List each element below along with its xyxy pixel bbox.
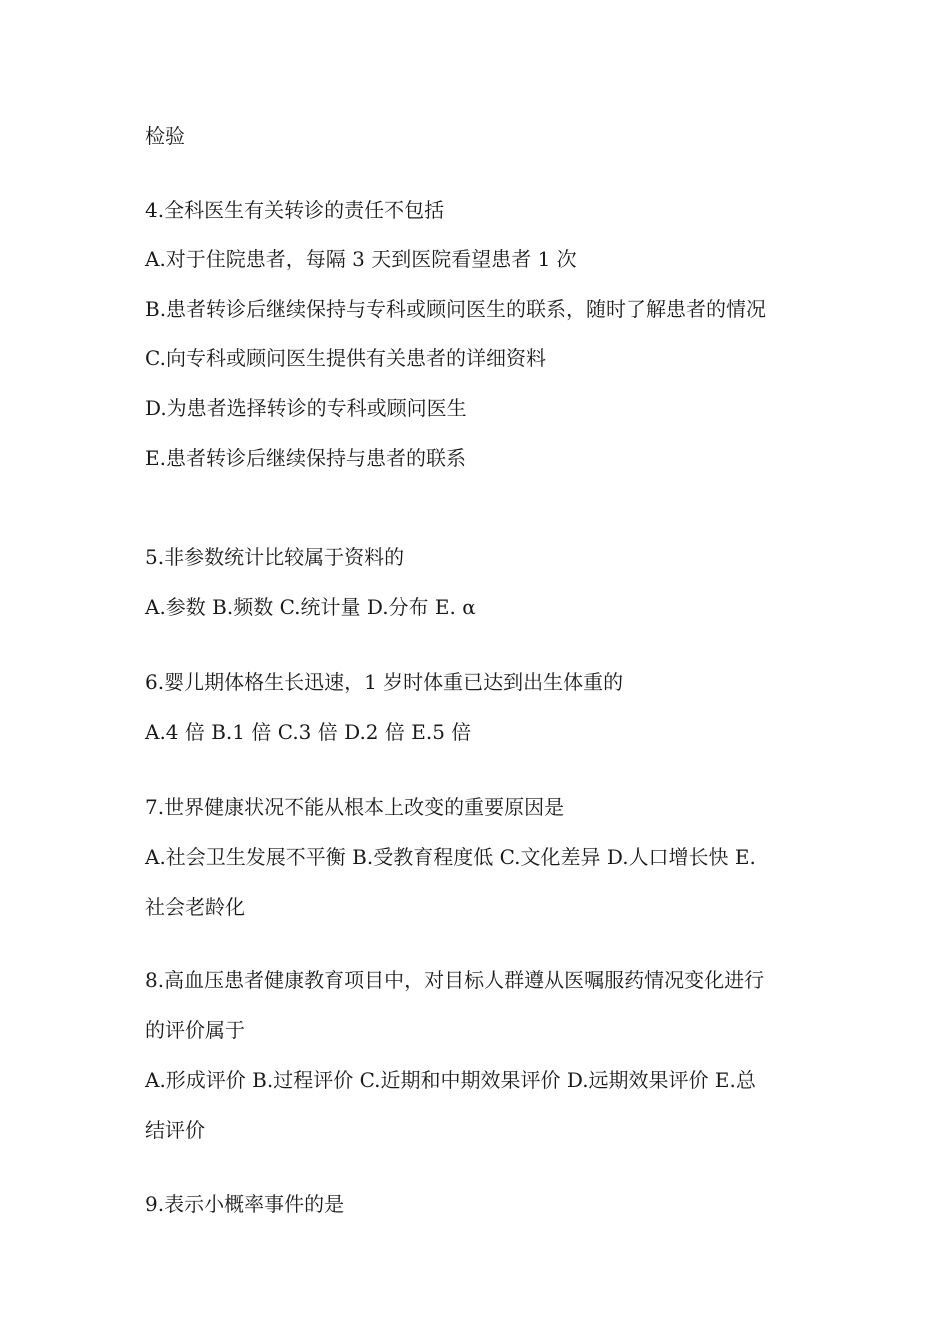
question-7-stem: 7.世界健康状况不能从根本上改变的重要原因是 (145, 795, 565, 819)
question-6-options: A.4 倍 B.1 倍 C.3 倍 D.2 倍 E.5 倍 (145, 720, 472, 744)
question-8-options-continued: 结评价 (145, 1118, 205, 1142)
question-4-option-e: E.患者转诊后继续保持与患者的联系 (145, 446, 466, 470)
question-8-options: A.形成评价 B.过程评价 C.近期和中期效果评价 D.远期效果评价 E.总 (145, 1068, 756, 1092)
question-6-stem: 6.婴儿期体格生长迅速，1 岁时体重已达到出生体重的 (145, 670, 624, 694)
question-9-stem: 9.表示小概率事件的是 (145, 1192, 345, 1216)
question-4-option-b: B.患者转诊后继续保持与专科或顾问医生的联系，随时了解患者的情况 (145, 297, 767, 321)
question-4-option-c: C.向专科或顾问医生提供有关患者的详细资料 (145, 346, 546, 370)
question-7-options: A.社会卫生发展不平衡 B.受教育程度低 C.文化差异 D.人口增长快 E. (145, 845, 756, 869)
question-7-options-continued: 社会老龄化 (145, 895, 245, 919)
question-4-option-d: D.为患者选择转诊的专科或顾问医生 (145, 396, 467, 420)
question-8-stem: 8.高血压患者健康教育项目中，对目标人群遵从医嘱服药情况变化进行 (145, 968, 765, 992)
question-5-stem: 5.非参数统计比较属于资料的 (145, 545, 405, 569)
question-4-option-a: A.对于住院患者，每隔 3 天到医院看望患者 1 次 (145, 247, 577, 271)
text-line-fragment: 检验 (145, 124, 185, 148)
question-8-stem-continued: 的评价属于 (145, 1018, 245, 1042)
question-5-options: A.参数 B.频数 C.统计量 D.分布 E. α (145, 595, 476, 619)
question-4-stem: 4.全科医生有关转诊的责任不包括 (145, 198, 445, 222)
